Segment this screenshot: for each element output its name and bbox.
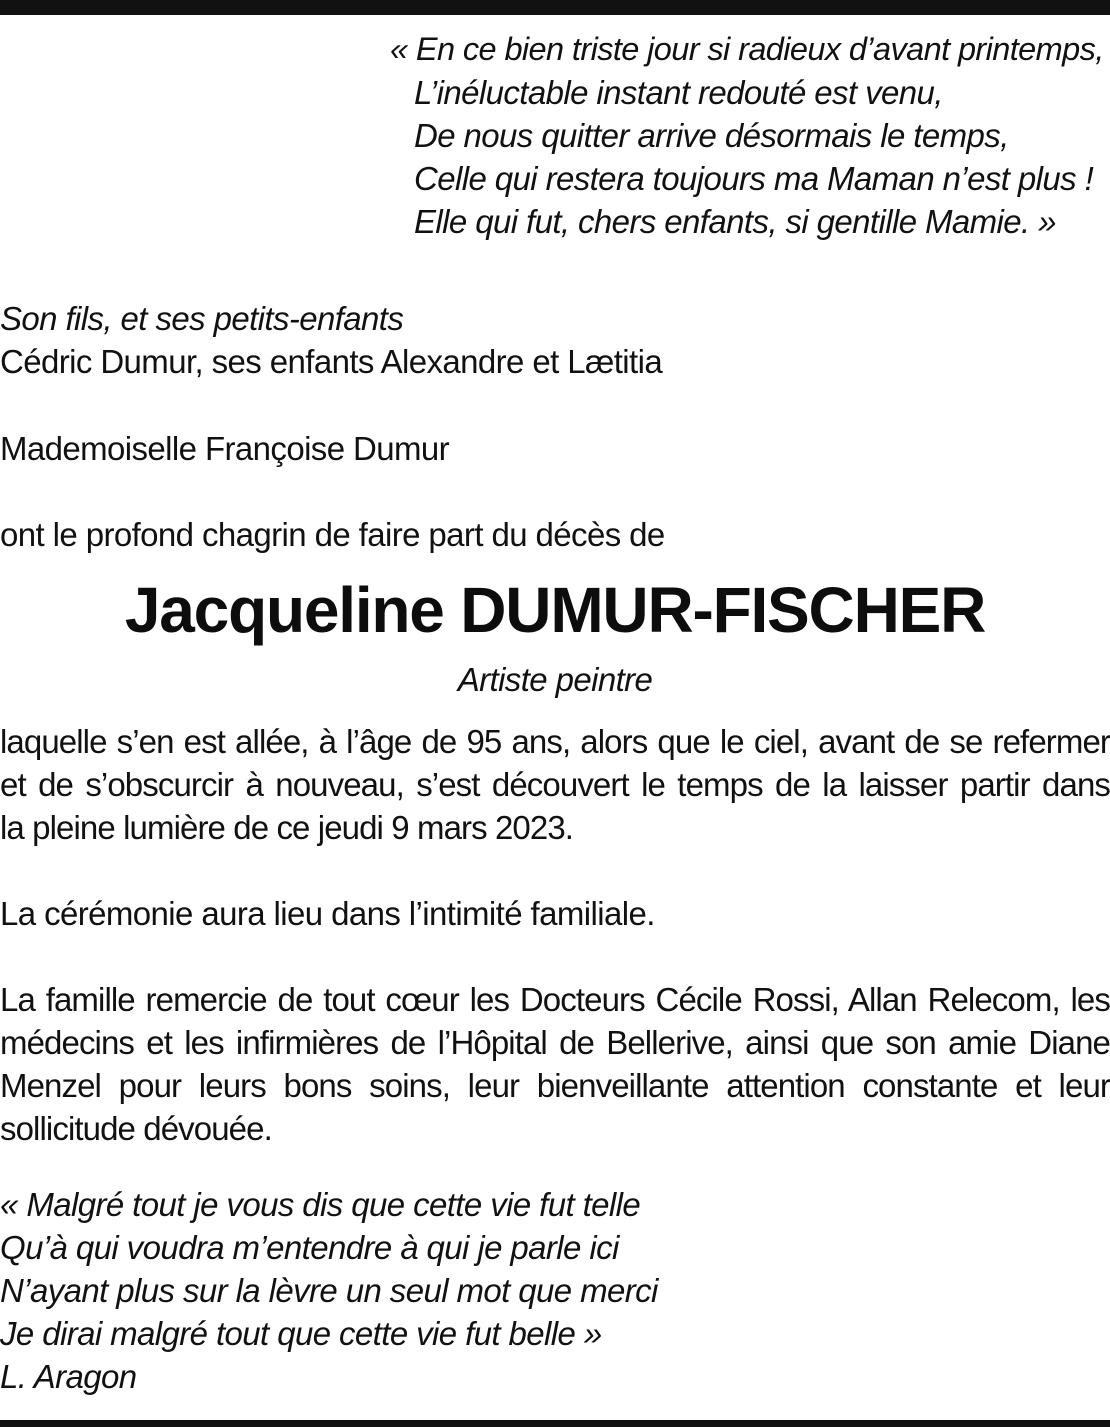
paragraph-line: La famille remercie de tout cœur les Docteurs Cécile Rossi, Allan Relecom, les — [0, 981, 1110, 1018]
top-border-rule — [0, 0, 1110, 15]
paragraph-line: laquelle s’en est allée, à l’âge de 95 ans, alors que le ciel, avant de se refermer — [0, 723, 1110, 760]
opening-poem-line: Elle qui fut, chers enfants, si gentille Mamie. » — [414, 203, 1056, 240]
closing-poem-line: « Malgré tout je vous dis que cette vie fut telle — [0, 1186, 641, 1223]
closing-poem-line: Je dirai malgré tout que cette vie fut belle » — [0, 1315, 602, 1352]
passing-paragraph — [0, 720, 1110, 849]
family-other-line: Mademoiselle Françoise Dumur — [0, 430, 450, 467]
announcement-text: ont le profond chagrin de faire part du décès de — [0, 516, 665, 553]
opening-poem-line: Celle qui restera toujours ma Maman n’est plus ! — [414, 160, 1094, 197]
opening-poem-line: « En ce bien triste jour si radieux d’avant printemps, — [390, 31, 1104, 67]
closing-poem-line: Qu’à qui voudra m’entendre à qui je parle ici — [0, 1229, 619, 1266]
family-heading: Son fils, et ses petits-enfants — [0, 300, 404, 337]
deceased-name: Jacqueline DUMUR-FISCHER — [124, 574, 986, 646]
deceased-role: Artiste peintre — [457, 661, 653, 698]
thanks-paragraph — [0, 978, 1110, 1150]
opening-poem-line: L’inéluctable instant redouté est venu, — [414, 74, 943, 111]
paragraph-line: la pleine lumière de ce jeudi 9 mars 2023. — [0, 809, 574, 846]
ceremony-text: La cérémonie aura lieu dans l’intimité familiale. — [0, 895, 655, 932]
paragraph-line: Menzel pour leurs bons soins, leur bienveillante attention constante et leur — [0, 1067, 1110, 1104]
paragraph-line: sollicitude dévouée. — [0, 1110, 272, 1147]
paragraph-line: médecins et les infirmières de l’Hôpital de Bellerive, ainsi que son amie Diane — [0, 1024, 1110, 1061]
paragraph-line: et de s’obscurcir à nouveau, s’est découvert le temps de la laisser partir dans — [0, 766, 1110, 803]
family-son-line: Cédric Dumur, ses enfants Alexandre et Lætitia — [0, 343, 663, 380]
closing-poem-line: N’ayant plus sur la lèvre un seul mot que merci — [0, 1272, 658, 1309]
opening-poem-line: De nous quitter arrive désormais le temps, — [414, 117, 1009, 154]
bottom-border-rule — [0, 1420, 1110, 1427]
closing-poem-author: L. Aragon — [0, 1358, 137, 1395]
